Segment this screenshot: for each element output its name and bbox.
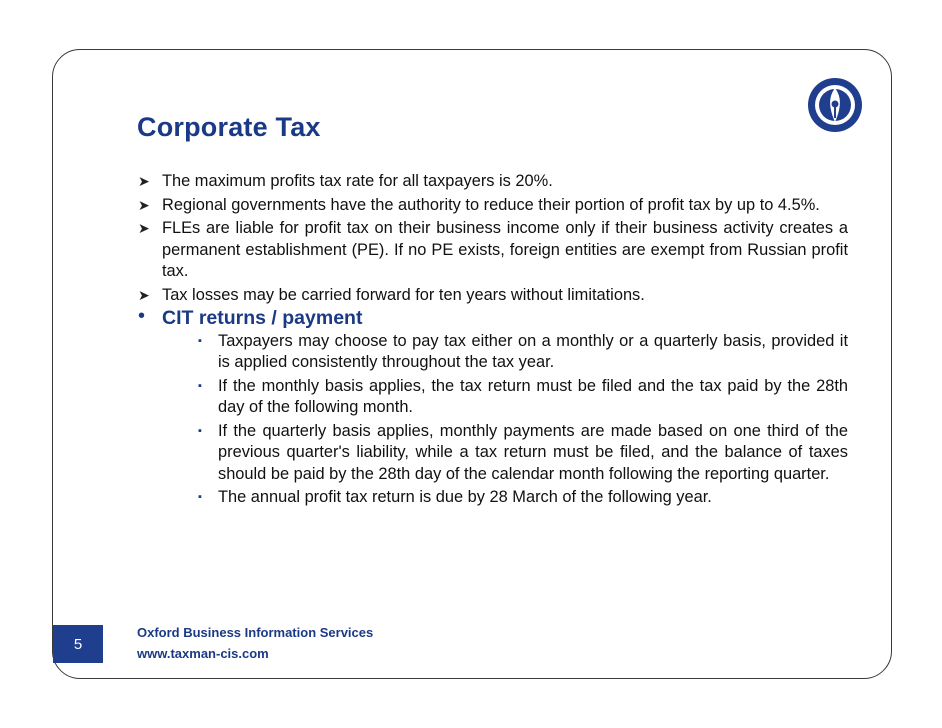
bullet-item	[136, 285, 848, 307]
sub-bullet-item	[136, 421, 848, 486]
pen-nib-logo-icon	[806, 76, 864, 134]
square-bullet-icon: ▪	[198, 424, 202, 437]
bullet-item	[136, 218, 848, 283]
sub-bullet-text: If the monthly basis applies, the tax return must be filed and the tax paid by the 28th day of the following month.	[218, 376, 848, 416]
bullet-item	[136, 171, 848, 193]
sub-bullet-text: The annual profit tax return is due by 28 March of the following year.	[218, 488, 712, 506]
square-bullet-icon: ▪	[198, 491, 202, 503]
bullet-text: Regional governments have the authority to reduce their portion of profit tax by up to 4.5%.	[162, 195, 820, 214]
section-heading-row	[136, 305, 848, 331]
page-number: 5	[53, 625, 103, 663]
sub-bullet-text: Taxpayers may choose to pay tax either on a monthly or a quarterly basis, provided it is applied consistently throughout the tax year.	[218, 331, 848, 371]
arrowhead-bullet-icon: ➤	[138, 286, 150, 303]
slide-title: Corporate Tax	[137, 112, 321, 142]
footer-website-link[interactable]: www.taxman-cis.com	[137, 646, 269, 661]
slide-content	[136, 171, 848, 511]
arrowhead-bullet-icon: ➤	[138, 196, 150, 213]
bullet-item	[136, 195, 848, 217]
square-bullet-icon: ▪	[198, 334, 202, 347]
sub-bullet-item	[136, 487, 848, 509]
bullet-text: Tax losses may be carried forward for ten years without limitations.	[162, 285, 645, 304]
sub-bullet-text: If the quarterly basis applies, monthly payments are made based on one third of the previous quarter's liability, while a tax return must be filed, and the balance of taxes should be paid by the 28th day of the calendar month following the reporting quarter.	[218, 421, 848, 483]
arrowhead-bullet-icon: ➤	[138, 173, 150, 189]
bullet-text: The maximum profits tax rate for all taxpayers is 20%.	[162, 172, 553, 190]
footer-company: Oxford Business Information Services	[137, 625, 374, 640]
round-bullet-icon: •	[138, 305, 146, 327]
square-bullet-icon: ▪	[198, 379, 202, 392]
arrowhead-bullet-icon: ➤	[138, 220, 150, 236]
bullet-text: FLEs are liable for profit tax on their business income only if their business activity creates a permanent establishment (PE). If no PE exists, foreign entities are exempt from Russian profit tax.	[162, 219, 848, 280]
section-heading: CIT returns / payment	[162, 307, 363, 329]
sub-bullet-item	[136, 331, 848, 374]
sub-bullet-item	[136, 376, 848, 419]
